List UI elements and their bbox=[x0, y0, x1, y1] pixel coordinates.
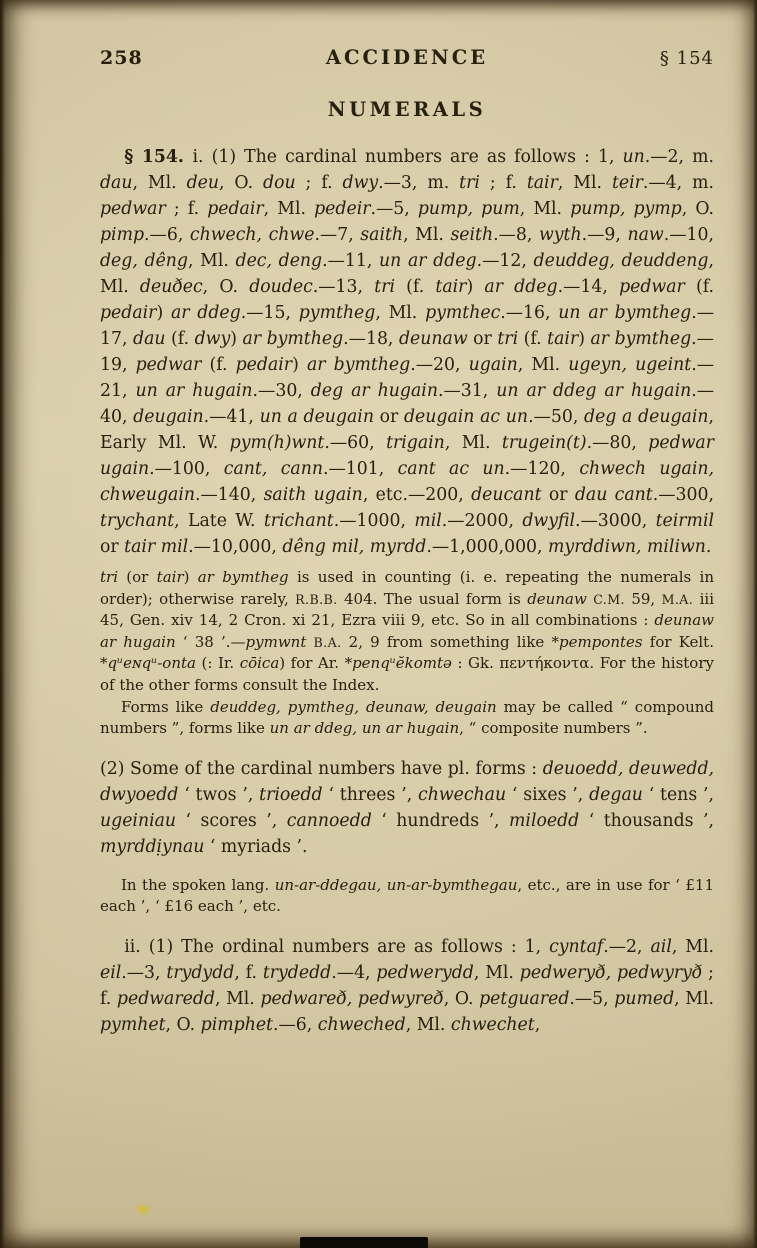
page-content bbox=[100, 46, 714, 1038]
scan-shadow-right bbox=[753, 0, 757, 1248]
paragraph: tri (or tair) ar bymtheg is used in counting (i. e. repeating the numerals in order); otherwise rarely, R.B.B. 404. The usual form is deunaw C.M. 59, M.A. iii 45, Gen. xiv 14, 2 Cron. xi 21, Ezra viii 9, etc. So in all combinations : deunaw ar hugain ‘ 38 ’.—pymwnt B.A. 2, 9 from something like *pempontes for Kelt. *qᵘeɴqᵘ-onta (: Ir. cōica) for Ar. *penqᵘĕkomtə : Gk. πεντήκοντα. For the history of the other forms consult the Index. bbox=[100, 568, 715, 694]
paragraph: (2) Some of the cardinal numbers have pl. forms : deuoedd, deuwedd, dwyoedd ‘ twos ’, trioedd ‘ threes ’, chwechau ‘ sixes ’, degau ‘ tens ’, ugeiniau ‘ scores ’, cannoedd ‘ hundreds ’, miloedd ‘ thousands ’, myrddịynau ‘ myriads ’. bbox=[100, 758, 715, 857]
page-header bbox=[100, 46, 714, 69]
running-title: ACCIDENCE bbox=[325, 46, 489, 69]
paragraph: ii. (1) The ordinal numbers are as follows : 1, cyntaf.—2, ail, Ml. eil.—3, trydydd, f. trydedd.—4, pedwerydd, Ml. pedweryð, pedwyryð ; f. pedwaredd, Ml. pedwareð, pedwyreð, O. petguared.—5, pumed, Ml. pymhet, O. pimphet.—6, chweched, Ml. chwechet, bbox=[100, 936, 715, 1035]
scan-artifact-black-bar bbox=[300, 1237, 428, 1248]
text-body bbox=[100, 144, 714, 1038]
paragraph: In the spoken lang. un-ar-ddegau, un-ar-bymthegau, etc., are in use for ‘ £11 each ’, ‘ £16 each ’, etc. bbox=[100, 875, 714, 916]
page-heading: NUMERALS bbox=[327, 98, 487, 121]
section-ref: § 154 bbox=[659, 48, 714, 69]
page-number: 258 bbox=[100, 47, 143, 69]
paragraph: Forms like deuddeg, pymtheg, deunaw, deugain may be called “ compound numbers ”, forms like un ar ddeg, un ar hugain, “ composite numbers ”. bbox=[100, 697, 714, 738]
scan-shadow-left bbox=[0, 0, 5, 1248]
paragraph: § 154. i. (1) The cardinal numbers are as follows : 1, un.—2, m. dau, Ml. deu, O. dou ; f. dwy.—3, m. tri ; f. tair, Ml. teir.—4, m. pedwar ; f. pedair, Ml. pedeir.—5, pump, pum, Ml. pump, pymp, O. pimp.—6, chwech, chwe.—7, saith, Ml. seith.—8, wyth.—9, naw.—10, deg, dêng, Ml. dec, deng.—11, un ar ddeg.—12, deuddeg, deuddeng, Ml. deuðec, O. doudec.—13, tri (f. tair) ar ddeg.—14, pedwar (f. pedair) ar ddeg.—15, pymtheg, Ml. pymthec.—16, un ar bymtheg.—17, dau (f. dwy) ar bymtheg.—18, deunaw or tri (f. tair) ar bymtheg.—19, pedwar (f. pedair) ar bymtheg.—20, ugain, Ml. ugeyn, ugeint.—21, un ar hugain.—30, deg ar hugain.—31, un ar ddeg ar hugain.—40, deugain.—41, un a deugain or deugain ac un.—50, deg a deugain, Early Ml. W. pym(h)wnt.—60, trigain, Ml. trugein(t).—80, pedwar ugain.—100, cant, cann.—101, cant ac un.—120, chwech ugain, chweugain.—140, saith ugain, etc.—200, deucant or dau cant.—300, trychant, Late W. trichant.—1000, mil.—2000, dwyfil.—3000, teirmil or tair mil.—10,000, dêng mil, myrdd.—1,000,000, myrddiwn, miliwn. bbox=[100, 147, 715, 557]
scan-artifact-yellow-spot bbox=[134, 1203, 152, 1216]
